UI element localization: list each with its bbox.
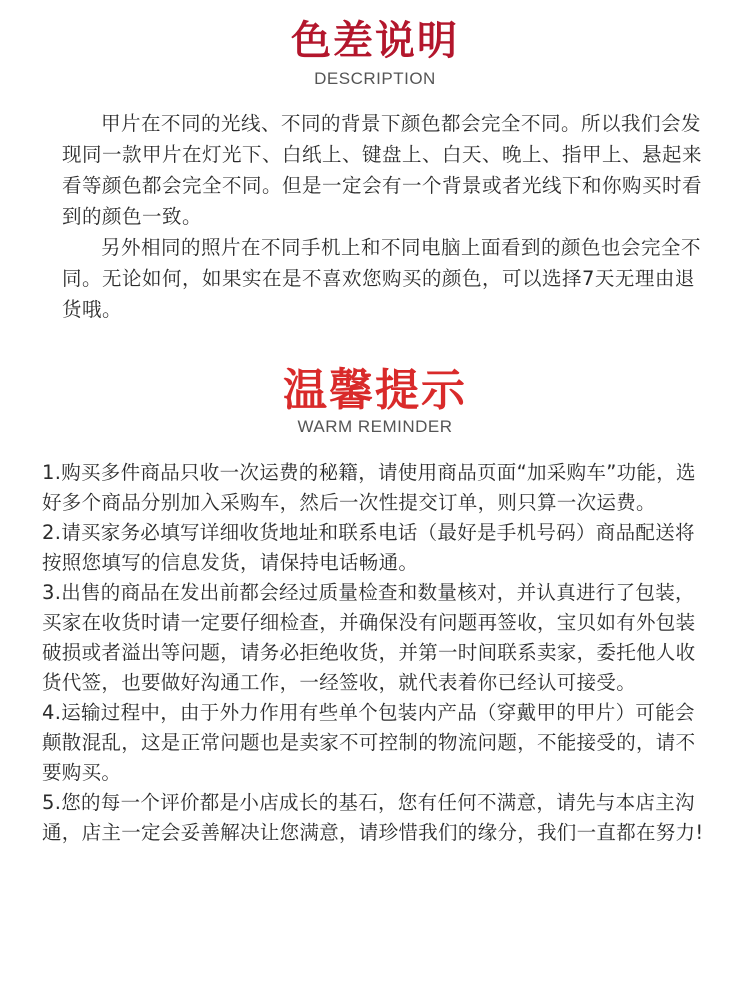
reminder-item: 3.出售的商品在发出前都会经过质量检查和数量核对，并认真进行了包装，买家在收货时请一定要仔细检查，并确保没有问题再签收，宝贝如有外包装破损或者溢出等问题，请务必拒绝收货，并第一时间联系卖家，委托他人收货代签，也要做好沟通工作，一经签收，就代表着你已经认可接受。 [42,581,696,694]
reminder-subtitle: WARM REMINDER [297,417,453,436]
reminder-title: 温馨提示 [283,365,467,416]
reminder-item: 2.请买家务必填写详细收货地址和联系电话（最好是手机号码）商品配送将按照您填写的信息发货，请保持电话畅通。 [42,521,695,574]
description-body [62,108,702,325]
reminder-item: 4.运输过程中，由于外力作用有些单个包装内产品（穿戴甲的甲片）可能会颠散混乱，这是正常问题也是卖家不可控制的物流问题，不能接受的，请不要购买。 [42,701,696,784]
reminder-list [42,458,710,848]
reminder-item: 1.购买多件商品只收一次运费的秘籍，请使用商品页面“加采购车”功能，选好多个商品分别加入采购车，然后一次性提交订单，则只算一次运费。 [42,461,696,514]
description-subtitle: DESCRIPTION [314,69,436,88]
description-paragraph: 另外相同的照片在不同手机上和不同电脑上面看到的颜色也会完全不同。无论如何，如果实在是不喜欢您购买的颜色，可以选择7天无理由退货哦。 [62,236,702,321]
reminder-item: 5.您的每一个评价都是小店成长的基石，您有任何不满意，请先与本店主沟通，店主一定会妥善解决让您满意，请珍惜我们的缘分，我们一直都在努力! [42,791,704,844]
description-title: 色差说明 [291,18,459,64]
description-paragraph: 甲片在不同的光线、不同的背景下颜色都会完全不同。所以我们会发现同一款甲片在灯光下、白纸上、键盘上、白天、晚上、指甲上、悬起来看等颜色都会完全不同。但是一定会有一个背景或者光线下和你购买时看到的颜色一致。 [62,112,703,228]
